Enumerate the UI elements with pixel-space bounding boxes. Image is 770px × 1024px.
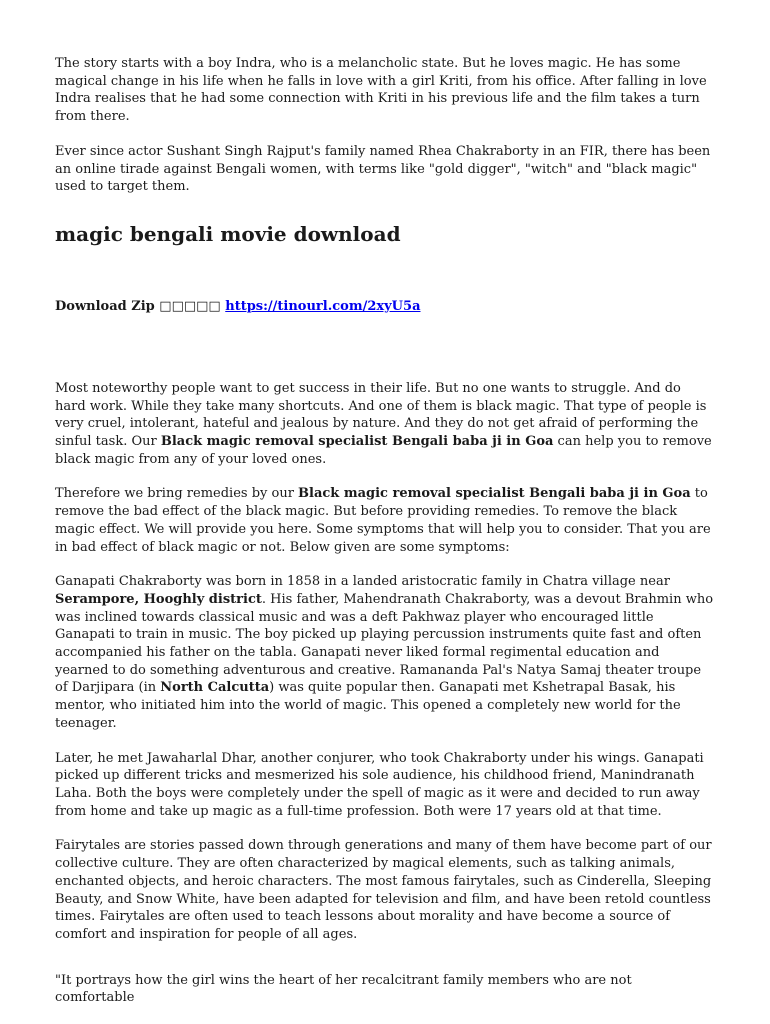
p3-text-after: can help you to remove black magic from any of your loved ones. (55, 434, 712, 467)
paragraph-jawaharlal-dhar: Later, he met Jawaharlal Dhar, another conjurer, who took Chakraborty under his wings. Ganapati picked up different tricks and mesmerized his sole audience, his childhood friend, Manindranath Laha. Both the boys were completely under the spell of magic as it were and decided to run away from home and take up magic as a full-time profession. Both were 17 years old at that time. (55, 750, 704, 819)
download-link[interactable]: https://tinourl.com/2xyU5a (225, 298, 421, 314)
paragraph-fairytales: Fairytales are stories passed down through generations and many of them have become part of our collective culture. They are often characterized by magical elements, such as talking animals, enchanted objects, and heroic characters. The most famous fairytales, such as Cinderella, Sleeping Beauty, and Snow White, have been adapted for television and film, and have been retold countless times. Fairytales are often used to teach lessons about morality and have become a source of comfort and inspiration for people of all ages. (55, 838, 712, 942)
paragraph-ganapati-biography (55, 573, 715, 732)
p4-text-before: Therefore we bring remedies by our (55, 486, 299, 502)
document-page (55, 55, 715, 1007)
paragraph-rhea-fir: Ever since actor Sushant Singh Rajput's family named Rhea Chakraborty in an FIR, there has been an online tirade against Bengali women, with terms like "gold digger", "witch" and "black magic" used to target them. (55, 143, 711, 195)
paragraph-noteworthy-people (55, 380, 715, 469)
p5-text-a: Ganapati Chakraborty was born in 1858 in a landed aristocratic family in Chatra village near (55, 574, 670, 590)
paragraph-girl-wins-heart: "It portrays how the girl wins the heart of her recalcitrant family members who are not comfortable (55, 972, 632, 1006)
download-line (55, 298, 715, 316)
p5-text-b: . His father, Mahendranath Chakraborty, was a devout Brahmin who was inclined towards classical music and was a deft Pakhwaz player who encouraged little Ganapati to train in music. The boy picked up playing percussion instruments quite fast and often accompanied his father on the tabla. Ganapati never liked formal regimental education and yearned to do something adventurous and creative. Ramananda Pal's Natya Samaj theater troupe of Darjipara (in (55, 591, 714, 696)
download-label: Download Zip (55, 298, 155, 314)
p5-text-c: ) was quite popular then. Ganapati met Kshetrapal Basak, his mentor, who initiated him into the world of magic. This opened a completely new world for the teenager. (55, 680, 681, 731)
p4-bold-specialist: Black magic removal specialist Bengali baba ji in Goa (298, 486, 691, 502)
p3-text-before: Most noteworthy people want to get success in their life. But no one wants to struggle. And do hard work. While they take many shortcuts. And one of them is black magic. That type of people is very cruel, intolerant, hateful and jealous by nature. And they do not get afraid of performing the sinful task. Our (55, 380, 707, 450)
page-heading: magic bengali movie download (55, 221, 401, 246)
p5-bold-north-calcutta: North Calcutta (160, 680, 270, 696)
paragraph-story-intro: The story starts with a boy Indra, who is a melancholic state. But he loves magic. He has some magical change in his life when he falls in love with a girl Kriti, from his office. After falling in love Indra realises that he had some connection with Kriti in his previous life and the film takes a turn from there. (55, 56, 707, 125)
download-arrow-glyphs: □□□□□ (159, 298, 221, 314)
paragraph-remedies (55, 485, 715, 556)
p5-bold-serampore: Serampore, Hooghly district (55, 591, 262, 607)
p4-text-after: to remove the bad effect of the black magic. But before providing remedies. To remove the black magic effect. We will provide you here. Some symptoms that will help you to consider. That you are in bad effect of black magic or not. Below given are some symptoms: (55, 486, 711, 555)
p3-bold-specialist: Black magic removal specialist Bengali baba ji in Goa (160, 434, 554, 450)
